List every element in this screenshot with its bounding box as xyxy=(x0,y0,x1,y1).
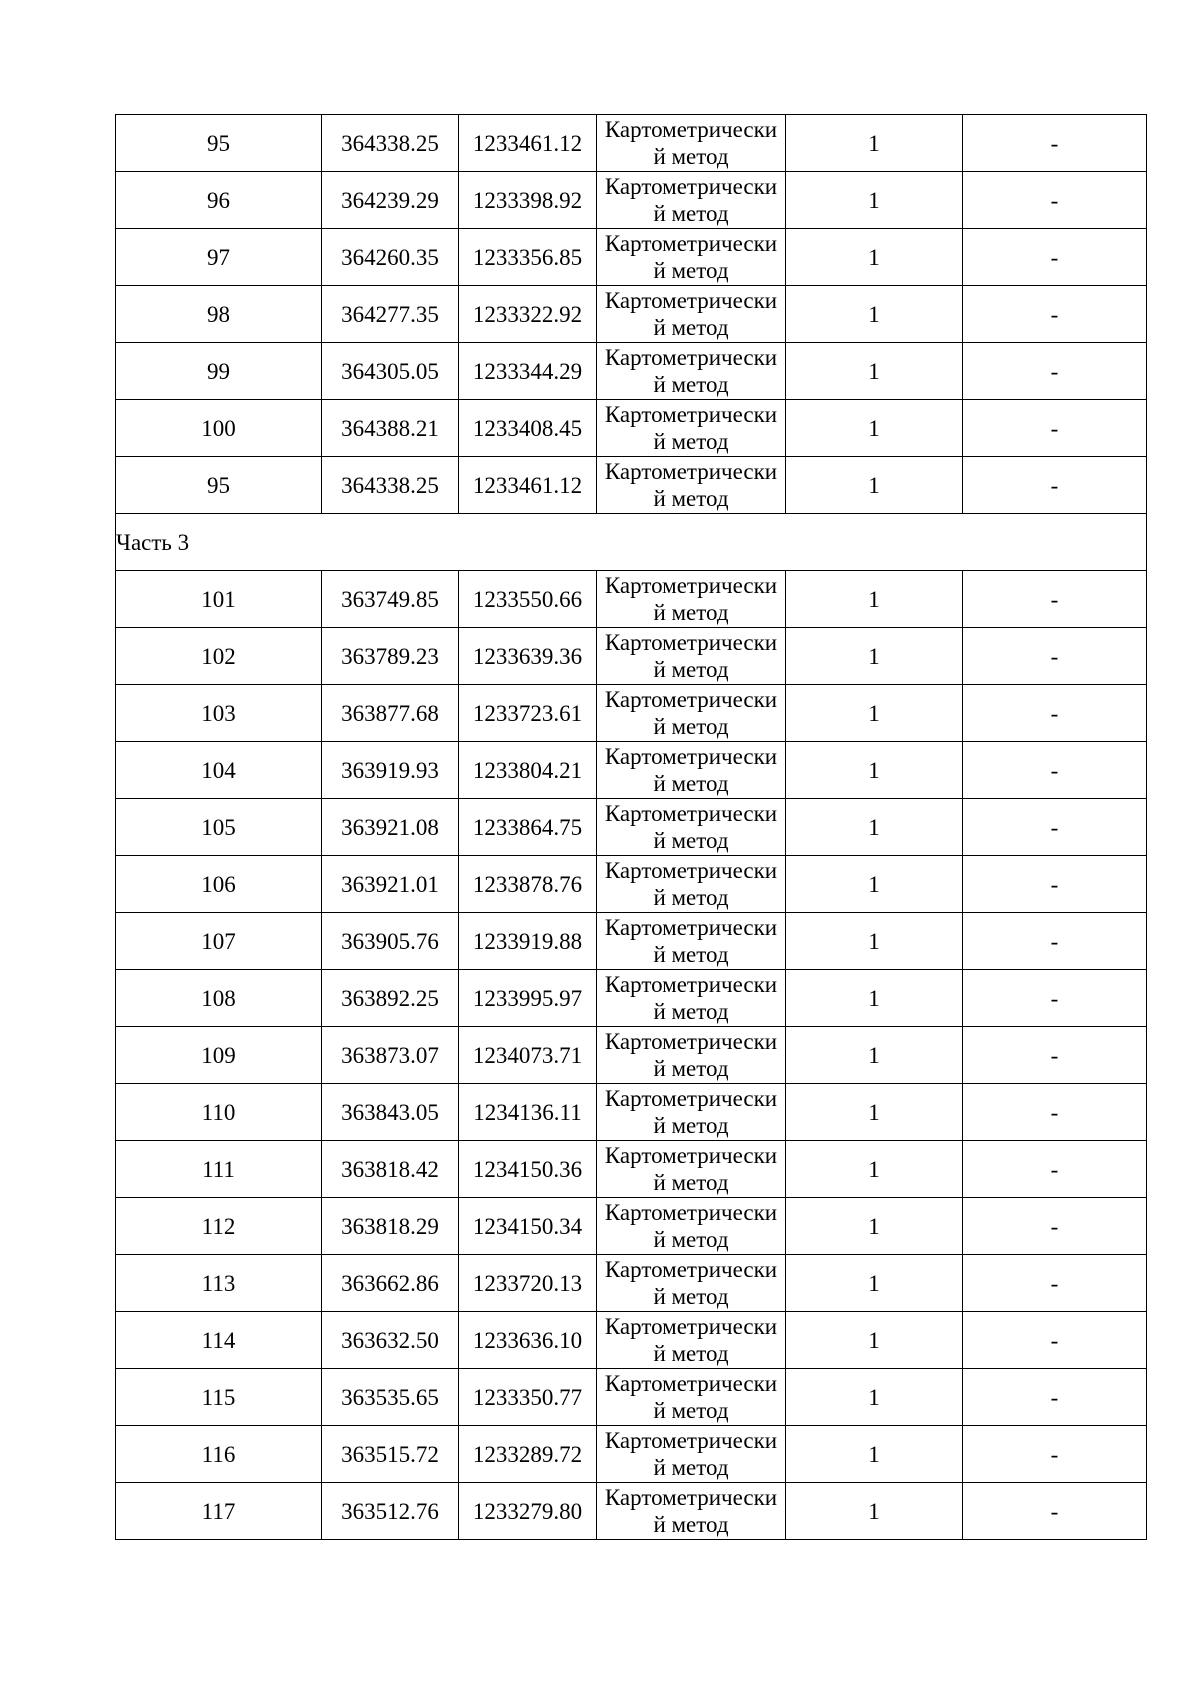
method-line-2: й метод xyxy=(653,771,729,796)
accuracy-cell: 1 xyxy=(786,1483,963,1540)
method-line-1: Картометрически xyxy=(604,459,778,484)
x-coordinate-cell: 363877.68 xyxy=(322,685,459,742)
method-cell xyxy=(597,1483,786,1540)
y-coordinate-cell: 1233461.12 xyxy=(459,457,597,514)
x-coordinate-cell: 364277.35 xyxy=(322,286,459,343)
y-coordinate-cell: 1233804.21 xyxy=(459,742,597,799)
point-number-cell: 117 xyxy=(116,1483,322,1540)
method-cell xyxy=(597,856,786,913)
x-coordinate-cell: 363749.85 xyxy=(322,571,459,628)
method-line-1: Картометрически xyxy=(604,1086,778,1111)
accuracy-cell: 1 xyxy=(786,1084,963,1141)
method-line-1: Картометрически xyxy=(604,1371,778,1396)
table-row xyxy=(116,400,1147,457)
y-coordinate-cell: 1233344.29 xyxy=(459,343,597,400)
method-line-1: Картометрически xyxy=(604,687,778,712)
method-cell xyxy=(597,343,786,400)
method-line-2: й метод xyxy=(653,1341,729,1366)
method-line-2: й метод xyxy=(653,1455,729,1480)
method-line-1: Картометрически xyxy=(604,744,778,769)
method-cell xyxy=(597,571,786,628)
y-coordinate-cell: 1233636.10 xyxy=(459,1312,597,1369)
x-coordinate-cell: 364388.21 xyxy=(322,400,459,457)
method-cell xyxy=(597,685,786,742)
method-cell xyxy=(597,1198,786,1255)
y-coordinate-cell: 1234136.11 xyxy=(459,1084,597,1141)
description-cell: - xyxy=(963,685,1147,742)
y-coordinate-cell: 1233639.36 xyxy=(459,628,597,685)
table-row xyxy=(116,1369,1147,1426)
point-number-cell: 100 xyxy=(116,400,322,457)
method-line-1: Картометрически xyxy=(604,972,778,997)
accuracy-cell: 1 xyxy=(786,970,963,1027)
method-cell xyxy=(597,628,786,685)
x-coordinate-cell: 363632.50 xyxy=(322,1312,459,1369)
point-number-cell: 113 xyxy=(116,1255,322,1312)
description-cell: - xyxy=(963,1426,1147,1483)
y-coordinate-cell: 1234073.71 xyxy=(459,1027,597,1084)
table-row xyxy=(116,343,1147,400)
method-line-2: й метод xyxy=(653,486,729,511)
method-cell xyxy=(597,742,786,799)
x-coordinate-cell: 363789.23 xyxy=(322,628,459,685)
point-number-cell: 103 xyxy=(116,685,322,742)
point-number-cell: 96 xyxy=(116,172,322,229)
y-coordinate-cell: 1233322.92 xyxy=(459,286,597,343)
method-line-2: й метод xyxy=(653,315,729,340)
description-cell: - xyxy=(963,457,1147,514)
table-row xyxy=(116,1198,1147,1255)
method-line-2: й метод xyxy=(653,1170,729,1195)
method-cell xyxy=(597,799,786,856)
method-line-2: й метод xyxy=(653,201,729,226)
method-line-2: й метод xyxy=(653,1398,729,1423)
point-number-cell: 95 xyxy=(116,115,322,172)
table-row xyxy=(116,1426,1147,1483)
y-coordinate-cell: 1234150.34 xyxy=(459,1198,597,1255)
description-cell: - xyxy=(963,115,1147,172)
x-coordinate-cell: 363818.29 xyxy=(322,1198,459,1255)
method-cell xyxy=(597,913,786,970)
point-number-cell: 105 xyxy=(116,799,322,856)
method-line-2: й метод xyxy=(653,657,729,682)
method-line-2: й метод xyxy=(653,1056,729,1081)
accuracy-cell: 1 xyxy=(786,856,963,913)
point-number-cell: 111 xyxy=(116,1141,322,1198)
accuracy-cell: 1 xyxy=(786,571,963,628)
x-coordinate-cell: 363512.76 xyxy=(322,1483,459,1540)
y-coordinate-cell: 1233864.75 xyxy=(459,799,597,856)
method-line-2: й метод xyxy=(653,258,729,283)
method-line-1: Картометрически xyxy=(604,1200,778,1225)
point-number-cell: 115 xyxy=(116,1369,322,1426)
x-coordinate-cell: 364338.25 xyxy=(322,457,459,514)
y-coordinate-cell: 1233919.88 xyxy=(459,913,597,970)
table-row xyxy=(116,457,1147,514)
y-coordinate-cell: 1233995.97 xyxy=(459,970,597,1027)
accuracy-cell: 1 xyxy=(786,1312,963,1369)
point-number-cell: 107 xyxy=(116,913,322,970)
method-line-2: й метод xyxy=(653,714,729,739)
accuracy-cell: 1 xyxy=(786,172,963,229)
description-cell: - xyxy=(963,1198,1147,1255)
method-line-2: й метод xyxy=(653,1227,729,1252)
method-line-2: й метод xyxy=(653,885,729,910)
description-cell: - xyxy=(963,286,1147,343)
method-cell xyxy=(597,1312,786,1369)
description-cell: - xyxy=(963,856,1147,913)
description-cell: - xyxy=(963,970,1147,1027)
table-row xyxy=(116,742,1147,799)
section-label: Часть 3 xyxy=(116,514,1147,571)
x-coordinate-cell: 363873.07 xyxy=(322,1027,459,1084)
method-cell xyxy=(597,172,786,229)
description-cell: - xyxy=(963,343,1147,400)
method-cell xyxy=(597,115,786,172)
point-number-cell: 114 xyxy=(116,1312,322,1369)
x-coordinate-cell: 363515.72 xyxy=(322,1426,459,1483)
method-line-1: Картометрически xyxy=(604,915,778,940)
method-cell xyxy=(597,1027,786,1084)
x-coordinate-cell: 363662.86 xyxy=(322,1255,459,1312)
accuracy-cell: 1 xyxy=(786,400,963,457)
method-cell xyxy=(597,1255,786,1312)
method-cell xyxy=(597,457,786,514)
accuracy-cell: 1 xyxy=(786,628,963,685)
table-row xyxy=(116,685,1147,742)
accuracy-cell: 1 xyxy=(786,343,963,400)
point-number-cell: 99 xyxy=(116,343,322,400)
description-cell: - xyxy=(963,742,1147,799)
method-line-2: й метод xyxy=(653,999,729,1024)
accuracy-cell: 1 xyxy=(786,913,963,970)
accuracy-cell: 1 xyxy=(786,799,963,856)
method-line-2: й метод xyxy=(653,1284,729,1309)
y-coordinate-cell: 1233550.66 xyxy=(459,571,597,628)
description-cell: - xyxy=(963,1084,1147,1141)
accuracy-cell: 1 xyxy=(786,742,963,799)
description-cell: - xyxy=(963,913,1147,970)
x-coordinate-cell: 363921.08 xyxy=(322,799,459,856)
x-coordinate-cell: 363905.76 xyxy=(322,913,459,970)
x-coordinate-cell: 364260.35 xyxy=(322,229,459,286)
y-coordinate-cell: 1233279.80 xyxy=(459,1483,597,1540)
x-coordinate-cell: 364239.29 xyxy=(322,172,459,229)
accuracy-cell: 1 xyxy=(786,229,963,286)
point-number-cell: 109 xyxy=(116,1027,322,1084)
method-cell xyxy=(597,1369,786,1426)
point-number-cell: 108 xyxy=(116,970,322,1027)
table-body-part-before xyxy=(116,115,1147,514)
method-line-1: Картометрически xyxy=(604,630,778,655)
accuracy-cell: 1 xyxy=(786,685,963,742)
description-cell: - xyxy=(963,229,1147,286)
y-coordinate-cell: 1233461.12 xyxy=(459,115,597,172)
x-coordinate-cell: 363818.42 xyxy=(322,1141,459,1198)
method-line-1: Картометрически xyxy=(604,858,778,883)
table-body-part-3 xyxy=(116,571,1147,1540)
point-number-cell: 112 xyxy=(116,1198,322,1255)
accuracy-cell: 1 xyxy=(786,1426,963,1483)
description-cell: - xyxy=(963,1312,1147,1369)
method-line-1: Картометрически xyxy=(604,1314,778,1339)
table-row xyxy=(116,628,1147,685)
table-row xyxy=(116,1483,1147,1540)
method-line-1: Картометрически xyxy=(604,801,778,826)
y-coordinate-cell: 1233720.13 xyxy=(459,1255,597,1312)
table-row xyxy=(116,286,1147,343)
point-number-cell: 110 xyxy=(116,1084,322,1141)
description-cell: - xyxy=(963,1369,1147,1426)
table-row xyxy=(116,970,1147,1027)
table-row xyxy=(116,856,1147,913)
accuracy-cell: 1 xyxy=(786,457,963,514)
table-row xyxy=(116,229,1147,286)
point-number-cell: 98 xyxy=(116,286,322,343)
method-line-2: й метод xyxy=(653,600,729,625)
accuracy-cell: 1 xyxy=(786,1141,963,1198)
accuracy-cell: 1 xyxy=(786,1027,963,1084)
point-number-cell: 104 xyxy=(116,742,322,799)
y-coordinate-cell: 1233723.61 xyxy=(459,685,597,742)
method-line-1: Картометрически xyxy=(604,1029,778,1054)
method-line-1: Картометрически xyxy=(604,1428,778,1453)
point-number-cell: 95 xyxy=(116,457,322,514)
method-line-1: Картометрически xyxy=(604,1257,778,1282)
method-line-2: й метод xyxy=(653,429,729,454)
x-coordinate-cell: 363919.93 xyxy=(322,742,459,799)
method-line-2: й метод xyxy=(653,372,729,397)
description-cell: - xyxy=(963,400,1147,457)
table-row xyxy=(116,913,1147,970)
description-cell: - xyxy=(963,172,1147,229)
method-line-2: й метод xyxy=(653,942,729,967)
table-row xyxy=(116,172,1147,229)
method-line-2: й метод xyxy=(653,1512,729,1537)
coordinates-table xyxy=(115,114,1147,1540)
table-row xyxy=(116,571,1147,628)
table-row xyxy=(116,1255,1147,1312)
method-line-1: Картометрически xyxy=(604,288,778,313)
x-coordinate-cell: 363535.65 xyxy=(322,1369,459,1426)
method-cell xyxy=(597,970,786,1027)
y-coordinate-cell: 1233398.92 xyxy=(459,172,597,229)
method-line-1: Картометрически xyxy=(604,174,778,199)
method-line-1: Картометрически xyxy=(604,345,778,370)
description-cell: - xyxy=(963,1141,1147,1198)
x-coordinate-cell: 363921.01 xyxy=(322,856,459,913)
method-cell xyxy=(597,1141,786,1198)
method-cell xyxy=(597,400,786,457)
method-cell xyxy=(597,1084,786,1141)
table-row xyxy=(116,799,1147,856)
method-cell xyxy=(597,1426,786,1483)
y-coordinate-cell: 1233350.77 xyxy=(459,1369,597,1426)
method-line-2: й метод xyxy=(653,144,729,169)
accuracy-cell: 1 xyxy=(786,1198,963,1255)
method-line-2: й метод xyxy=(653,1113,729,1138)
x-coordinate-cell: 363843.05 xyxy=(322,1084,459,1141)
description-cell: - xyxy=(963,571,1147,628)
accuracy-cell: 1 xyxy=(786,115,963,172)
y-coordinate-cell: 1234150.36 xyxy=(459,1141,597,1198)
method-line-1: Картометрически xyxy=(604,117,778,142)
method-line-1: Картометрически xyxy=(604,1485,778,1510)
accuracy-cell: 1 xyxy=(786,286,963,343)
y-coordinate-cell: 1233878.76 xyxy=(459,856,597,913)
method-line-1: Картометрически xyxy=(604,231,778,256)
point-number-cell: 102 xyxy=(116,628,322,685)
description-cell: - xyxy=(963,1255,1147,1312)
method-line-2: й метод xyxy=(653,828,729,853)
x-coordinate-cell: 363892.25 xyxy=(322,970,459,1027)
section-row-group xyxy=(116,514,1147,571)
point-number-cell: 101 xyxy=(116,571,322,628)
method-cell xyxy=(597,229,786,286)
x-coordinate-cell: 364305.05 xyxy=(322,343,459,400)
description-cell: - xyxy=(963,799,1147,856)
description-cell: - xyxy=(963,628,1147,685)
method-line-1: Картометрически xyxy=(604,1143,778,1168)
table-row xyxy=(116,1084,1147,1141)
accuracy-cell: 1 xyxy=(786,1369,963,1426)
y-coordinate-cell: 1233408.45 xyxy=(459,400,597,457)
table-row xyxy=(116,1312,1147,1369)
method-line-1: Картометрически xyxy=(604,573,778,598)
y-coordinate-cell: 1233289.72 xyxy=(459,1426,597,1483)
x-coordinate-cell: 364338.25 xyxy=(322,115,459,172)
table-row xyxy=(116,115,1147,172)
description-cell: - xyxy=(963,1483,1147,1540)
y-coordinate-cell: 1233356.85 xyxy=(459,229,597,286)
point-number-cell: 106 xyxy=(116,856,322,913)
point-number-cell: 97 xyxy=(116,229,322,286)
accuracy-cell: 1 xyxy=(786,1255,963,1312)
point-number-cell: 116 xyxy=(116,1426,322,1483)
section-row xyxy=(116,514,1147,571)
table-row xyxy=(116,1141,1147,1198)
description-cell: - xyxy=(963,1027,1147,1084)
table-row xyxy=(116,1027,1147,1084)
method-cell xyxy=(597,286,786,343)
method-line-1: Картометрически xyxy=(604,402,778,427)
